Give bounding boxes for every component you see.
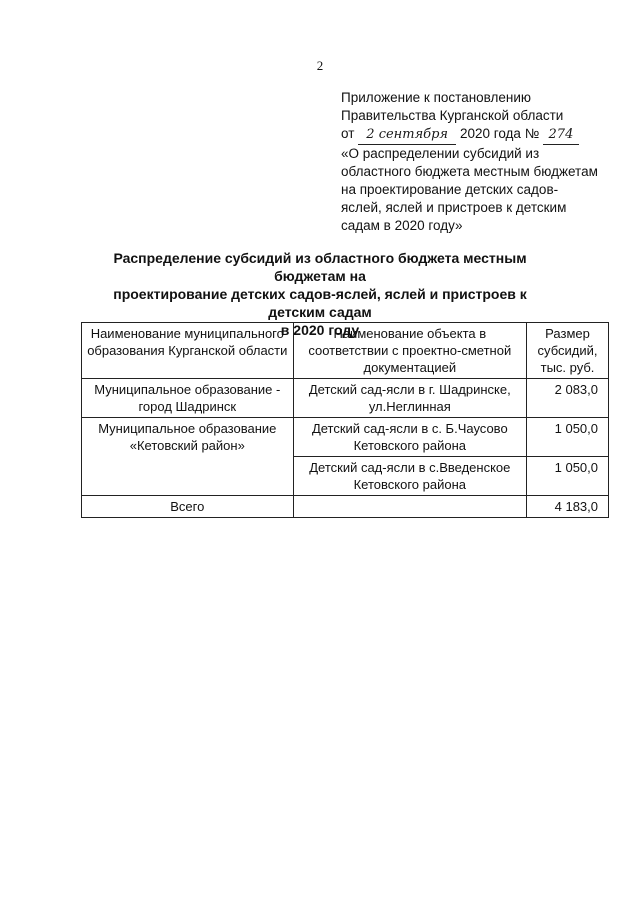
cell-total-amount: 4 183,0: [527, 496, 609, 518]
appendix-line-1: Приложение к постановлению: [341, 90, 532, 105]
cell-amount: 2 083,0: [527, 379, 609, 418]
subsidy-table: [81, 322, 609, 518]
header-municipality: Наименование муниципального образования Курганской области: [82, 323, 294, 379]
handwritten-date: 2 сентября: [358, 126, 456, 145]
handwritten-number: 274: [543, 126, 579, 145]
table-header-row: [82, 323, 609, 379]
cell-amount: 1 050,0: [527, 418, 609, 457]
header-amount: Размер субсидий, тыс. руб.: [527, 323, 609, 379]
appendix-ref-line: областного бюджета местным бюджетам: [341, 164, 598, 179]
header-object: Наименование объекта в соответствии с проектно-сметной документацией: [293, 323, 526, 379]
year-text: 2020 года №: [459, 126, 540, 141]
appendix-header: [341, 89, 621, 235]
cell-object: Детский сад-ясли в с. Б.Чаусово Кетовского района: [293, 418, 526, 457]
date-prefix: от: [341, 126, 355, 141]
table-row: [82, 379, 609, 418]
title-line-3: в 2020 году: [280, 322, 360, 338]
title-line-1: Распределение субсидий из областного бюджета местным бюджетам на: [113, 250, 527, 284]
appendix-ref-line: на проектирование детских садов-: [341, 182, 559, 197]
cell-municipality: Муниципальное образование «Кетовский район»: [82, 418, 294, 496]
table-total-row: [82, 496, 609, 518]
appendix-ref-line: «О распределении субсидий из: [341, 146, 540, 161]
appendix-line-2: Правительства Курганской области: [341, 108, 564, 123]
cell-amount: 1 050,0: [527, 457, 609, 496]
cell-total-label: Всего: [82, 496, 294, 518]
appendix-date-line: [341, 125, 621, 145]
cell-municipality: Муниципальное образование - город Шадринск: [82, 379, 294, 418]
cell-total-object: [293, 496, 526, 518]
table-row: [82, 418, 609, 457]
appendix-ref-line: садам в 2020 году»: [341, 218, 463, 233]
appendix-ref-line: яслей, яслей и пристроев к детским: [341, 200, 567, 215]
cell-object: Детский сад-ясли в с.Введенское Кетовского района: [293, 457, 526, 496]
page-number: 2: [316, 58, 324, 73]
cell-object: Детский сад-ясли в г. Шадринске, ул.Неглинная: [293, 379, 526, 418]
title-line-2: проектирование детских садов-яслей, яслей и пристроев к детским садам: [113, 286, 527, 320]
